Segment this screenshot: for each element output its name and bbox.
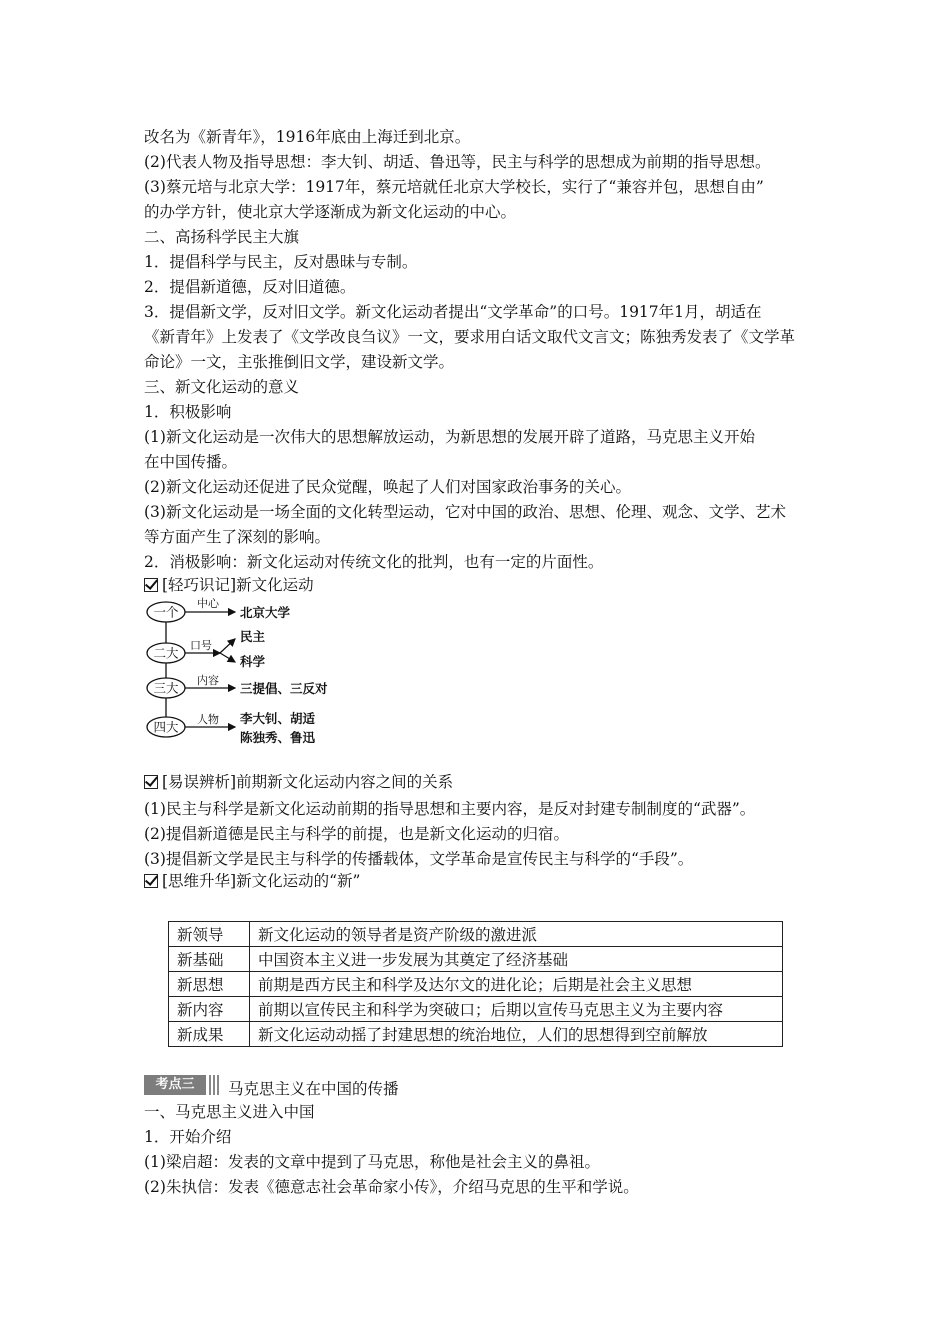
node-label: 一个	[153, 604, 179, 620]
text-line: 的办学方针，使北京大学逐渐成为新文化运动的中心。	[144, 203, 517, 221]
analysis-line: (3)提倡新文学是民主与科学的传播载体，文学革命是宣传民主与科学的“手段”。	[144, 850, 694, 868]
node-label: 四大	[153, 719, 179, 735]
text-line: 1．开始介绍	[144, 1128, 232, 1146]
badge-stripes	[209, 1075, 221, 1095]
analysis-heading-text: [易误辨析]前期新文化运动内容之间的关系	[162, 773, 454, 791]
section-title: 马克思主义在中国的传播	[228, 1080, 399, 1098]
checkbox-icon	[144, 874, 158, 888]
edge-arrow	[220, 639, 235, 653]
memo-heading-text: [轻巧识记]新文化运动	[162, 576, 314, 594]
text-line: 命论》一文，主张推倒旧文学，建设新文学。	[144, 353, 455, 371]
table-key: 新领导	[169, 922, 250, 947]
node-label: 二大	[153, 645, 179, 661]
table-value: 前期以宣传民主和科学为突破口；后期以宣传马克思主义为主要内容	[250, 997, 783, 1022]
text-line: (3)新文化运动是一场全面的文化转型运动，它对中国的政治、思想、伦理、观念、文学、艺术	[144, 503, 786, 521]
edge-label: 口号	[190, 639, 212, 652]
text-line: 1．提倡科学与民主，反对愚昧与专制。	[144, 253, 418, 271]
target-label: 三提倡、三反对	[240, 681, 328, 696]
memo-heading	[144, 574, 314, 596]
text-line: 1．积极影响	[144, 403, 232, 421]
text-line: 《新青年》上发表了《文学改良刍议》一文，要求用白话文取代文言文；陈独秀发表了《文学革	[144, 328, 796, 346]
think-heading-text: [思维升华]新文化运动的“新”	[162, 872, 361, 890]
text-line: (1)新文化运动是一次伟大的思想解放运动，为新思想的发展开辟了道路，马克思主义开始	[144, 428, 755, 446]
text-line: 改名为《新青年》，1916年底由上海迁到北京。	[144, 128, 471, 146]
edge-arrow	[220, 653, 235, 662]
table-value: 前期是西方民主和科学及达尔文的进化论；后期是社会主义思想	[250, 972, 783, 997]
table-key: 新成果	[169, 1022, 250, 1047]
text-line: 2．消极影响：新文化运动对传统文化的批判，也有一定的片面性。	[144, 553, 604, 571]
edge-label: 内容	[197, 674, 219, 687]
text-line: 3．提倡新文学，反对旧文学。新文化运动者提出“文学革命”的口号。1917年1月，胡适在	[144, 303, 762, 321]
table-row	[169, 947, 783, 972]
table-key: 新思想	[169, 972, 250, 997]
edge-label: 中心	[197, 597, 219, 610]
table-key: 新基础	[169, 947, 250, 972]
section-badge: 考点三	[144, 1075, 206, 1095]
table-row	[169, 922, 783, 947]
target-label: 李大钊、胡适	[240, 711, 316, 726]
text-line: (3)蔡元培与北京大学：1917年，蔡元培就任北京大学校长，实行了“兼容并包，思想自由”	[144, 178, 764, 196]
table-key: 新内容	[169, 997, 250, 1022]
target-label: 民主	[240, 629, 266, 644]
think-heading	[144, 870, 360, 892]
section-heading: 三、新文化运动的意义	[144, 378, 300, 396]
target-label: 北京大学	[240, 605, 291, 620]
table-row	[169, 997, 783, 1022]
text-line: (2)代表人物及指导思想：李大钊、胡适、鲁迅等，民主与科学的思想成为前期的指导思想。	[144, 153, 771, 171]
section-heading: 二、高扬科学民主大旗	[144, 228, 300, 246]
table-value: 中国资本主义进一步发展为其奠定了经济基础	[250, 947, 783, 972]
table-row	[169, 1022, 783, 1047]
analysis-heading	[144, 771, 453, 793]
table-value: 新文化运动的领导者是资产阶级的激进派	[250, 922, 783, 947]
table-value: 新文化运动动摇了封建思想的统治地位，人们的思想得到空前解放	[250, 1022, 783, 1047]
edge-label: 人物	[197, 713, 219, 726]
checkbox-icon	[144, 578, 158, 592]
new-features-table	[168, 921, 783, 1047]
text-line: 2．提倡新道德，反对旧道德。	[144, 278, 356, 296]
text-line: 等方面产生了深刻的影响。	[144, 528, 331, 546]
text-line: (1)梁启超：发表的文章中提到了马克思，称他是社会主义的鼻祖。	[144, 1153, 600, 1171]
analysis-line: (2)提倡新道德是民主与科学的前提，也是新文化运动的归宿。	[144, 825, 569, 843]
memo-diagram	[140, 597, 360, 749]
text-line: 在中国传播。	[144, 453, 238, 471]
analysis-line: (1)民主与科学是新文化运动前期的指导思想和主要内容，是反对封建专制制度的“武器”。	[144, 800, 756, 818]
target-label: 科学	[240, 654, 266, 669]
text-line: (2)朱执信：发表《德意志社会革命家小传》，介绍马克思的生平和学说。	[144, 1178, 639, 1196]
text-line: (2)新文化运动还促进了民众觉醒，唤起了人们对国家政治事务的关心。	[144, 478, 631, 496]
text-line: 一、马克思主义进入中国	[144, 1103, 315, 1121]
table-row	[169, 972, 783, 997]
node-label: 三大	[153, 680, 179, 696]
target-label: 陈独秀、鲁迅	[240, 730, 316, 745]
checkbox-icon	[144, 775, 158, 789]
